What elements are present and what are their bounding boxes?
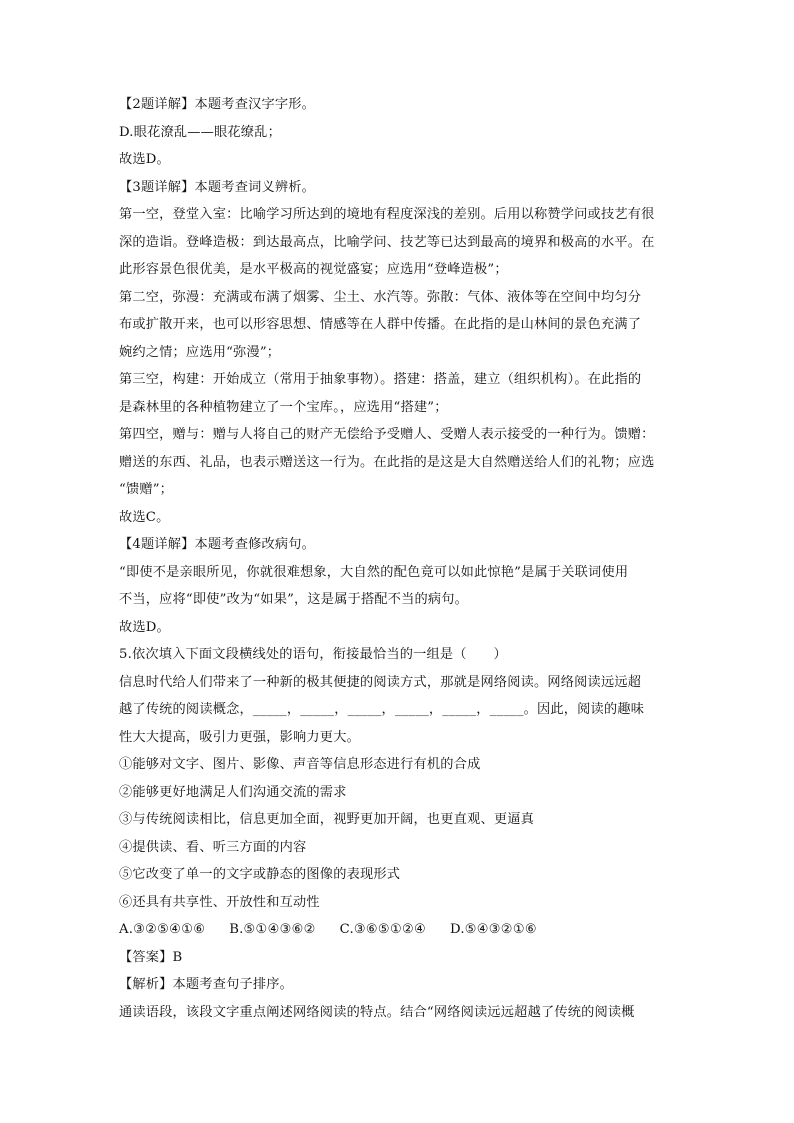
answer-options	[119, 916, 679, 944]
text-line: 【2题详解】本题考查汉字字形。	[119, 97, 316, 112]
text-line: 故选D。	[119, 619, 170, 635]
text-line: 是森林里的各种植物建立了一个宝库。，应选用“搭建”；	[119, 399, 448, 415]
text-line: 布或扩散开来，也可以形容思想、情感等在人群中传播。在此指的是山林间的景色充满了	[119, 317, 642, 332]
sentence-item: ②能够更好地满足人们沟通交流的需求	[119, 784, 347, 800]
answer-line: 【答案】B	[119, 949, 183, 965]
option-d: D.⑤④③②①⑥	[450, 922, 537, 937]
text-line: “馈赠”；	[119, 482, 174, 497]
text-line: 赠送的东西、礼品，也表示赠送这一行为。在此指的是这是大自然赠送给人们的礼物；应选	[119, 454, 655, 470]
text-line: 深的造诣。登峰造极：到达最高点，比喻学问、技艺等已达到最高的境界和极高的水平。在	[119, 234, 655, 250]
text-line: 第三空，构建：开始成立（常用于抽象事物）。搭建：搭盖，建立（组织机构）。在此指的	[119, 372, 642, 387]
text-line: 第一空，登堂入室：比喻学习所达到的境地有程度深浅的差别。后用以称赞学问或技艺有很	[119, 207, 655, 222]
sentence-item: ⑥还具有共享性、开放性和互动性	[119, 894, 320, 910]
sentence-item: ④提供读、看、听三方面的内容	[119, 839, 307, 855]
text-line: 婉约之情；应选用“弥漫”；	[119, 344, 281, 360]
sentence-item: ⑤它改变了单一的文字或静态的图像的表现形式	[119, 867, 401, 882]
text-line: 信息时代给人们带来了一种新的极其便捷的阅读方式，那就是网络阅读。网络阅读远远超	[119, 674, 642, 690]
text-line: 越了传统的阅读概念，_____，_____，_____，_____，_____，_____。因此，阅读的趣味	[119, 702, 645, 717]
document-page	[119, 91, 679, 1026]
option-a: A.③②⑤④①⑥	[119, 922, 206, 937]
text-line: 此形容景色很优美，是水平极高的视觉盛宴；应选用“登峰造极”；	[119, 262, 508, 277]
analysis-line: 【解析】本题考查句子排序。	[119, 977, 294, 992]
option-b: B.⑤①④③⑥②	[229, 922, 316, 937]
sentence-item: ③与传统阅读相比，信息更加全面，视野更加开阔，也更直观、更逼真	[119, 812, 535, 827]
text-line: D.眼花潦乱——眼花缭乱；	[119, 124, 281, 140]
text-line: 第二空，弥漫：充满或布满了烟雾、尘土、水汽等。弥散：气体、液体等在空间中均匀分	[119, 289, 642, 305]
text-line: “即使不是亲眼所见，你就很难想象，大自然的配色竟可以如此惊艳”是属于关联词使用	[119, 564, 629, 580]
text-line: 性大大提高，吸引力更强，影响力更大。	[119, 729, 360, 745]
text-line: 通读语段，该段文字重点阐述网络阅读的特点。结合“网络阅读远远超越了传统的阅读概	[119, 1004, 635, 1020]
text-line: 故选C。	[119, 509, 170, 525]
text-line: 【4题详解】本题考查修改病句。	[119, 537, 316, 552]
text-line: 第四空，赠与：赠与人将自己的财产无偿给予受赠人、受赠人表示接受的一种行为。馈赠：	[119, 427, 655, 442]
option-c: C.③⑥⑤①②④	[339, 922, 427, 937]
question-stem: 5.依次填入下面文段横线处的语句，衔接最恰当的一组是（ ）	[119, 647, 507, 662]
text-line: 【3题详解】本题考查词义辨析。	[119, 179, 316, 195]
text-line: 故选D。	[119, 152, 170, 167]
text-line: 不当，应将“即使”改为“如果”，这是属于搭配不当的病句。	[119, 592, 469, 607]
sentence-item: ①能够对文字、图片、影像、声音等信息形态进行有机的合成	[119, 757, 481, 772]
